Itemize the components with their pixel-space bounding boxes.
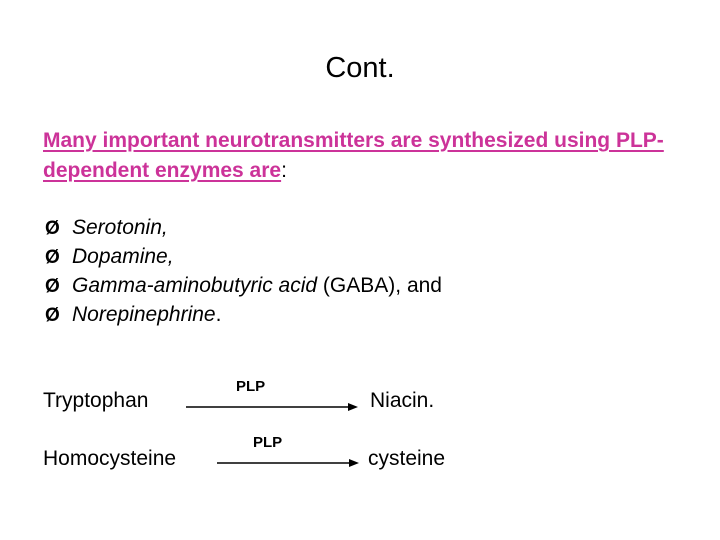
arrow-bullet-icon: Ø <box>45 247 60 268</box>
reaction-arrow-icon <box>186 401 358 413</box>
reaction-cofactor: PLP <box>236 378 266 395</box>
reaction-arrow-icon <box>217 457 359 469</box>
list-item <box>45 213 442 242</box>
reaction-product: Niacin. <box>370 389 435 412</box>
slide-title-text: Cont. <box>325 52 395 84</box>
reaction-product: cysteine <box>368 447 446 470</box>
reaction-homocysteine <box>0 434 720 486</box>
slide-title <box>0 50 720 86</box>
arrow-bullet-icon: Ø <box>45 218 60 239</box>
reaction-substrate: Tryptophan <box>43 389 149 412</box>
list-item-name: Norepinephrine <box>72 303 216 326</box>
list-item-suffix: . <box>215 303 222 326</box>
intro-heading <box>43 126 683 186</box>
arrow-bullet-icon: Ø <box>45 276 60 297</box>
list-item-name: Gamma-aminobutyric acid <box>72 274 318 297</box>
intro-colon: : <box>281 159 287 182</box>
list-item-suffix: (GABA), and <box>317 274 442 297</box>
list-item <box>45 271 442 300</box>
reaction-tryptophan <box>0 378 720 428</box>
arrow-bullet-icon: Ø <box>45 305 60 326</box>
list-item-name: Serotonin, <box>72 216 168 239</box>
reaction-substrate: Homocysteine <box>43 447 177 470</box>
intro-text: Many important neurotransmitters are synthesized using PLP-dependent enzymes are <box>43 129 664 182</box>
list-item-name: Dopamine, <box>72 245 174 268</box>
reaction-cofactor: PLP <box>253 434 283 451</box>
neurotransmitter-list <box>45 213 442 329</box>
list-item <box>45 300 442 329</box>
list-item <box>45 242 442 271</box>
